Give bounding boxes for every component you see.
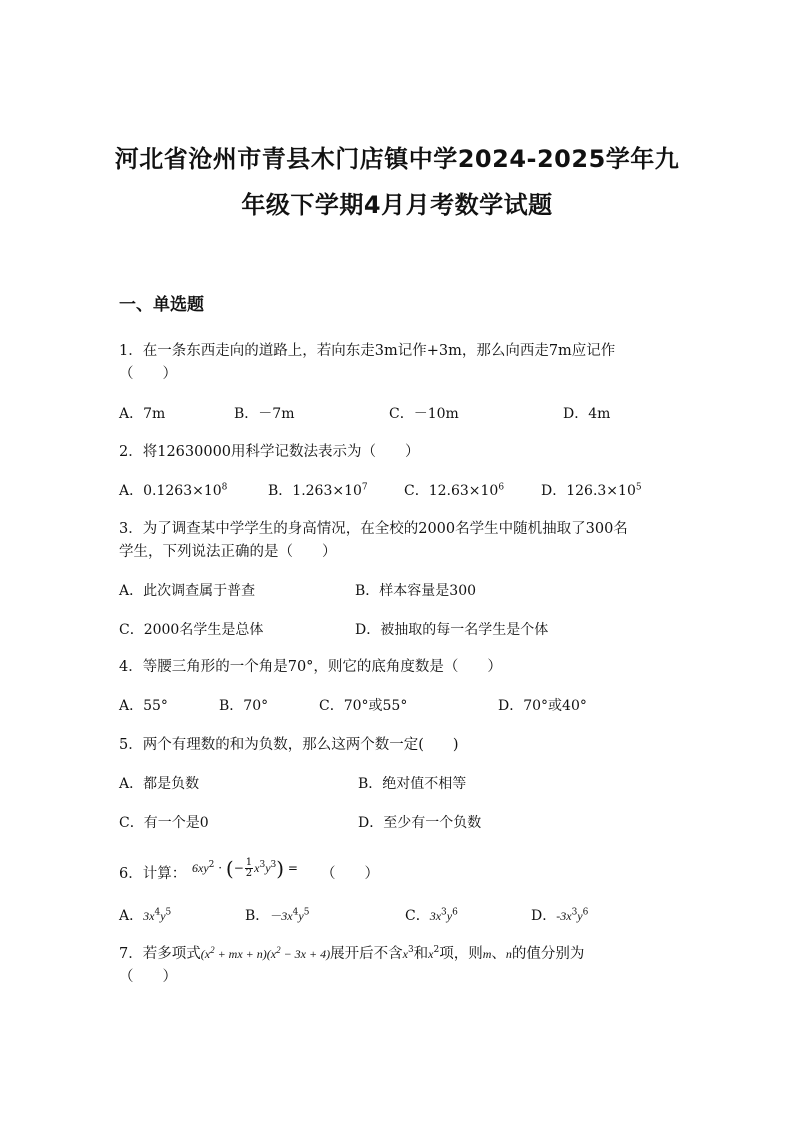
question-3-text-cont: 学生，下列说法正确的是（ ） — [119, 544, 337, 560]
question-7-end: 的值分别为 — [511, 946, 585, 962]
option-b-base1: －3x — [269, 909, 293, 923]
question-2-option-c — [404, 481, 504, 501]
question-3-option-a: A．此次调查属于普查 — [119, 583, 256, 599]
option-c-label: C． — [405, 908, 430, 924]
question-6-bracket: （ ） — [321, 866, 379, 882]
poly-2-a: (x — [266, 947, 277, 961]
question-7-mid: 展开后不含 — [330, 946, 403, 962]
question-7-text — [119, 944, 584, 964]
poly-1-exp: 2 — [210, 945, 215, 955]
question-3-option-b: B．样本容量是300 — [355, 583, 477, 599]
option-d-exp1: 3 — [571, 907, 578, 918]
option-c-base1: 3x — [429, 909, 442, 923]
question-3-option-d: D．被抽取的每一名学生是个体 — [355, 622, 549, 638]
question-2-option-d — [541, 481, 642, 501]
question-5-option-d: D．至少有一个负数 — [358, 815, 482, 831]
question-1-text: 1．在一条东西走向的道路上，若向东走3m记作+3m，那么向西走7m应记作 — [119, 343, 616, 359]
poly-2-b: − 3x + 4) — [280, 947, 331, 961]
option-b-exp1: 4 — [292, 907, 299, 918]
exam-title — [100, 136, 694, 228]
poly-1 — [201, 947, 267, 961]
question-4-option-b: B．70° — [219, 698, 269, 714]
option-c-exp2: 6 — [452, 907, 458, 918]
question-1-option-c: C．－10m — [389, 406, 459, 422]
option-d-exp2: 6 — [582, 907, 589, 918]
question-7-prefix: 7．若多项式 — [119, 946, 201, 962]
expr-dot: · — [218, 861, 223, 875]
question-1-bracket: （ ） — [119, 366, 177, 382]
option-a-exp1: 4 — [154, 907, 161, 918]
option-a-label: A． — [119, 908, 144, 924]
option-a-exponent: 8 — [221, 482, 228, 493]
section-heading: 一、单选题 — [119, 295, 204, 315]
poly-2-exp: 2 — [276, 945, 281, 955]
question-7-bracket: （ ） — [119, 969, 177, 985]
question-5-option-c: C．有一个是0 — [119, 815, 209, 831]
question-7-sep: 、 — [491, 946, 506, 962]
question-4-option-c: C．70°或55° — [319, 698, 408, 714]
question-6-option-a — [119, 906, 171, 926]
expr-exp3: 3 — [270, 860, 277, 870]
option-a-mantissa: A．0.1263×10 — [119, 483, 222, 499]
option-d-base1: -3x — [556, 909, 572, 923]
expr-frac-num: 1 — [245, 857, 253, 868]
question-2-text: 2．将12630000用科学记数法表示为（ ） — [119, 444, 420, 460]
question-4-text: 4．等腰三角形的一个角是70°，则它的底角度数是（ ） — [119, 659, 502, 675]
question-1-option-b: B．－7m — [234, 406, 295, 422]
option-b-mantissa: B．1.263×10 — [268, 483, 362, 499]
option-d-base2: y — [577, 909, 583, 923]
question-7-tail: 项，则 — [439, 946, 483, 962]
expr-equals: = — [287, 861, 298, 875]
question-1-option-d: D．4m — [563, 406, 611, 422]
expr-coef: 6xy — [192, 861, 209, 875]
question-5-option-a: A．都是负数 — [119, 776, 200, 792]
question-6-option-d — [531, 906, 588, 926]
question-6-prefix: 6．计算： — [119, 866, 187, 882]
expr-exp2: 3 — [259, 860, 266, 870]
question-5-text: 5．两个有理数的和为负数，那么这两个数一定( ) — [119, 737, 459, 753]
option-b-exp2: 5 — [303, 907, 310, 918]
option-c-exp1: 3 — [441, 907, 447, 918]
var-n: n — [505, 947, 512, 961]
question-1-option-a: A．7m — [119, 406, 166, 422]
term-x-squared: x — [428, 947, 434, 961]
expr-exp1: 2 — [208, 860, 215, 870]
exam-title-line2: 年级下学期4月月考数学试题 — [241, 191, 553, 219]
poly-1-a: (x — [200, 947, 211, 961]
question-2-option-a — [119, 481, 227, 501]
option-d-label: D． — [531, 908, 557, 924]
poly-2 — [267, 947, 330, 961]
term-x-cubed: x — [402, 947, 408, 961]
question-4-option-a: A．55° — [119, 698, 168, 714]
expr-paren-open: ( — [225, 856, 234, 881]
exam-title-line1: 河北省沧州市青县木门店镇中学2024-2025学年九 — [114, 145, 680, 173]
option-a-base2: y — [160, 909, 166, 923]
expr-paren-close: ) — [276, 856, 285, 881]
question-5-option-b: B．绝对值不相等 — [358, 776, 467, 792]
poly-1-b: + mx + n) — [214, 947, 267, 961]
question-4-option-d: D．70°或40° — [498, 698, 587, 714]
question-6-expression — [192, 853, 298, 884]
expr-fraction — [245, 858, 253, 879]
option-c-mantissa: C．12.63×10 — [404, 483, 499, 499]
term-x-cubed-exp: 3 — [407, 945, 414, 956]
option-b-exponent: 7 — [361, 482, 368, 493]
option-d-mantissa: D．126.3×10 — [541, 483, 636, 499]
option-c-base2: y — [446, 909, 453, 923]
expr-minus: − — [233, 861, 244, 875]
expr-y: y — [265, 861, 271, 875]
option-c-exponent: 6 — [498, 482, 505, 493]
option-a-base1: 3x — [143, 909, 155, 923]
question-3-text: 3．为了调查某中学学生的身高情况，在全校的2000名学生中随机抽取了300名 — [119, 521, 628, 537]
var-m: m — [482, 947, 492, 961]
question-2-option-b — [268, 481, 368, 501]
option-b-base2: y — [298, 909, 304, 923]
expr-frac-den: 2 — [245, 868, 253, 879]
question-6-option-b — [245, 906, 309, 926]
option-b-label: B． — [245, 908, 270, 924]
option-a-exp2: 5 — [165, 907, 172, 918]
question-7-and: 和 — [413, 946, 429, 962]
term-x-squared-exp: 2 — [433, 945, 440, 956]
question-3-option-c: C．2000名学生是总体 — [119, 622, 264, 638]
question-6-option-c — [405, 906, 458, 926]
expr-x: x — [254, 861, 260, 875]
option-d-exponent: 5 — [635, 482, 642, 493]
